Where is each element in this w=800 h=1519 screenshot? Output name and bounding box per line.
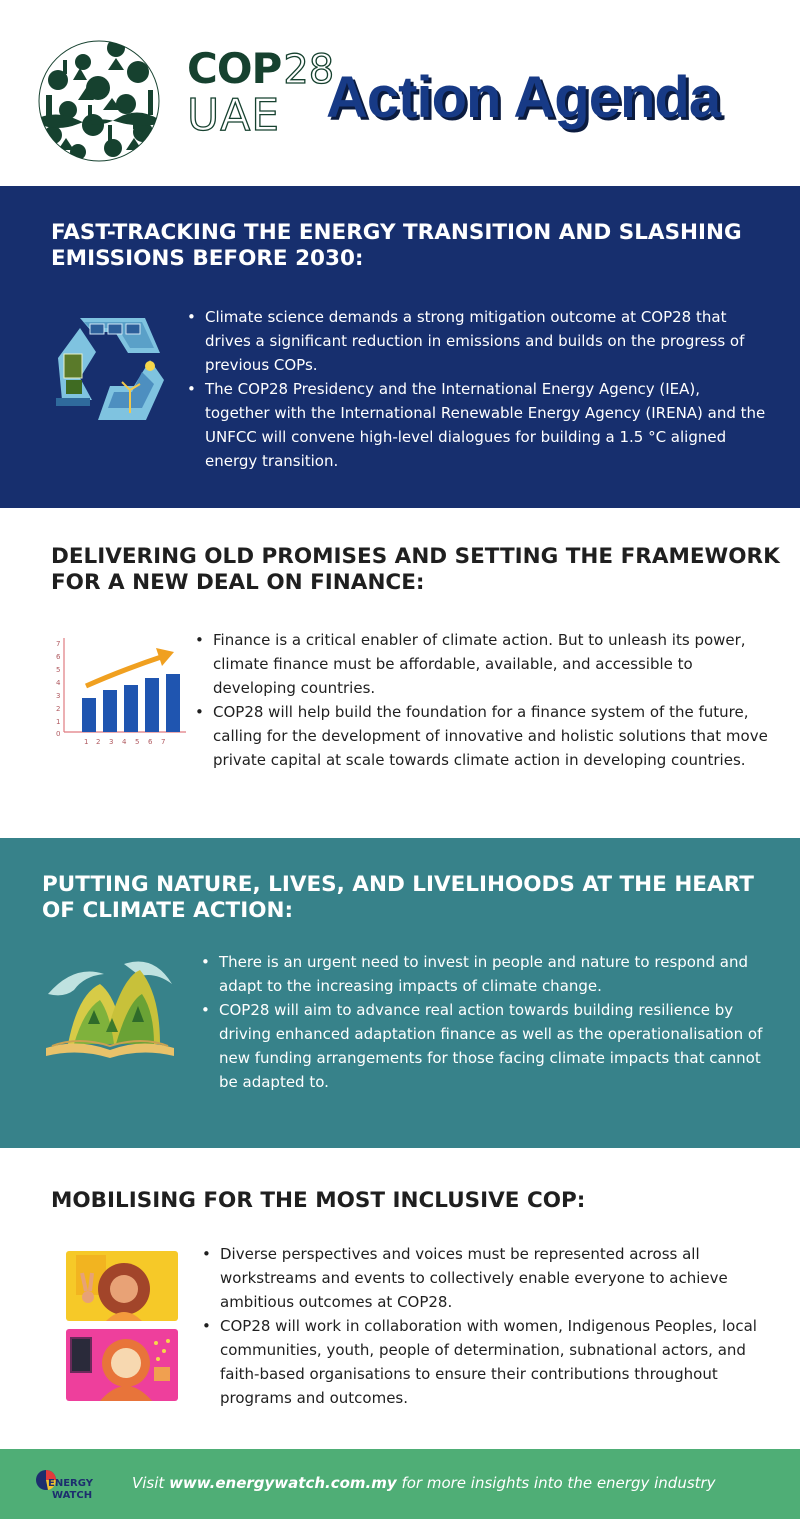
cop28-globe-logo-icon — [38, 40, 160, 162]
section-title: PUTTING NATURE, LIVES, AND LIVELIHOODS AT THE HEART OF CLIMATE ACTION: — [42, 872, 754, 923]
x-tick: 1 — [84, 738, 89, 746]
cop-number: 28 — [283, 47, 335, 93]
cop-country: UAE — [187, 90, 281, 141]
page-title: Action Agenda — [326, 65, 721, 130]
logo-line2: WATCH — [52, 1490, 93, 1501]
x-tick: 2 — [96, 738, 101, 746]
growth-bar-chart-icon — [52, 632, 188, 750]
cop28-uae-logo — [187, 44, 335, 148]
y-tick: 2 — [56, 705, 61, 713]
section-title: MOBILISING FOR THE MOST INCLUSIVE COP: — [51, 1188, 586, 1213]
x-tick: 7 — [161, 738, 166, 746]
y-tick: 3 — [56, 692, 61, 700]
chart-bar — [145, 678, 159, 732]
y-tick: 7 — [56, 640, 61, 648]
y-tick: 0 — [56, 730, 61, 738]
y-tick: 5 — [56, 666, 61, 674]
section-bullets — [195, 628, 775, 772]
energy-watch-logo[interactable] — [34, 1466, 104, 1506]
list-item: • The COP28 Presidency and the International Energy Agency (IEA), together with the International Renewable Energy Agency (IRENA) and the UNFCC will convene high-level dialogues for building a 1.5 °C aligned energy transition. — [187, 377, 767, 473]
section-nature — [0, 838, 800, 1148]
section-bullets — [201, 950, 776, 1094]
chart-bar — [103, 690, 117, 732]
section-energy-transition — [0, 186, 800, 508]
list-item: • Finance is a critical enabler of climate action. But to unleash its power, climate finance must be affordable, available, and accessible to developing countries. — [195, 628, 775, 700]
list-item: • There is an urgent need to invest in people and nature to respond and adapt to the increasing impacts of climate change. — [201, 950, 776, 998]
footer-text — [132, 1474, 716, 1492]
x-tick: 6 — [148, 738, 153, 746]
diverse-people-icon — [66, 1251, 178, 1401]
section-bullets — [202, 1242, 782, 1410]
y-tick: 4 — [56, 679, 61, 687]
section-title: FAST-TRACKING THE ENERGY TRANSITION AND SLASHING EMISSIONS BEFORE 2030: — [51, 220, 742, 271]
list-item: • Climate science demands a strong mitigation outcome at COP28 that drives a significant reduction in emissions and builds on the progress of previous COPs. — [187, 305, 767, 377]
footer — [0, 1449, 800, 1519]
section-finance — [0, 508, 800, 838]
chart-bar — [124, 685, 138, 732]
chart-bar — [166, 674, 180, 732]
list-item: • COP28 will aim to advance real action towards building resilience by driving enhanced adaptation finance as well as the operationalisation of new funding arrangements for those facing climate impacts that cannot be adapted to. — [201, 998, 776, 1094]
section-bullets — [187, 305, 767, 473]
x-tick: 4 — [122, 738, 127, 746]
x-tick: 3 — [109, 738, 114, 746]
y-tick: 1 — [56, 718, 61, 726]
nature-book-icon — [44, 954, 176, 1060]
footer-link[interactable]: www.energywatch.com.my — [169, 1474, 397, 1492]
chart-bar — [82, 698, 96, 732]
x-tick: 5 — [135, 738, 140, 746]
y-tick: 6 — [56, 653, 61, 661]
section-inclusive — [0, 1148, 800, 1449]
list-item: • Diverse perspectives and voices must be represented across all workstreams and events to collectively enable everyone to achieve ambitious outcomes at COP28. — [202, 1242, 782, 1314]
list-item: • COP28 will work in collaboration with women, Indigenous Peoples, local communities, youth, people of determination, subnational actors, and faith-based organisations to ensure their contributions throughout programs and outcomes. — [202, 1314, 782, 1410]
footer-text-after: for more insights into the energy industry — [396, 1474, 716, 1492]
list-item: • COP28 will help build the foundation for a finance system of the future, calling for the development of innovative and holistic solutions that move private capital at scale towards climate action in developing countries. — [195, 700, 775, 772]
logo-line1: ENERGY — [48, 1478, 93, 1489]
cop-word: COP — [187, 44, 282, 93]
section-title: DELIVERING OLD PROMISES AND SETTING THE FRAMEWORK FOR A NEW DEAL ON FINANCE: — [51, 544, 780, 595]
recycle-solar-wind-icon — [50, 308, 168, 426]
header — [0, 0, 800, 186]
footer-text-before: Visit — [132, 1474, 170, 1492]
